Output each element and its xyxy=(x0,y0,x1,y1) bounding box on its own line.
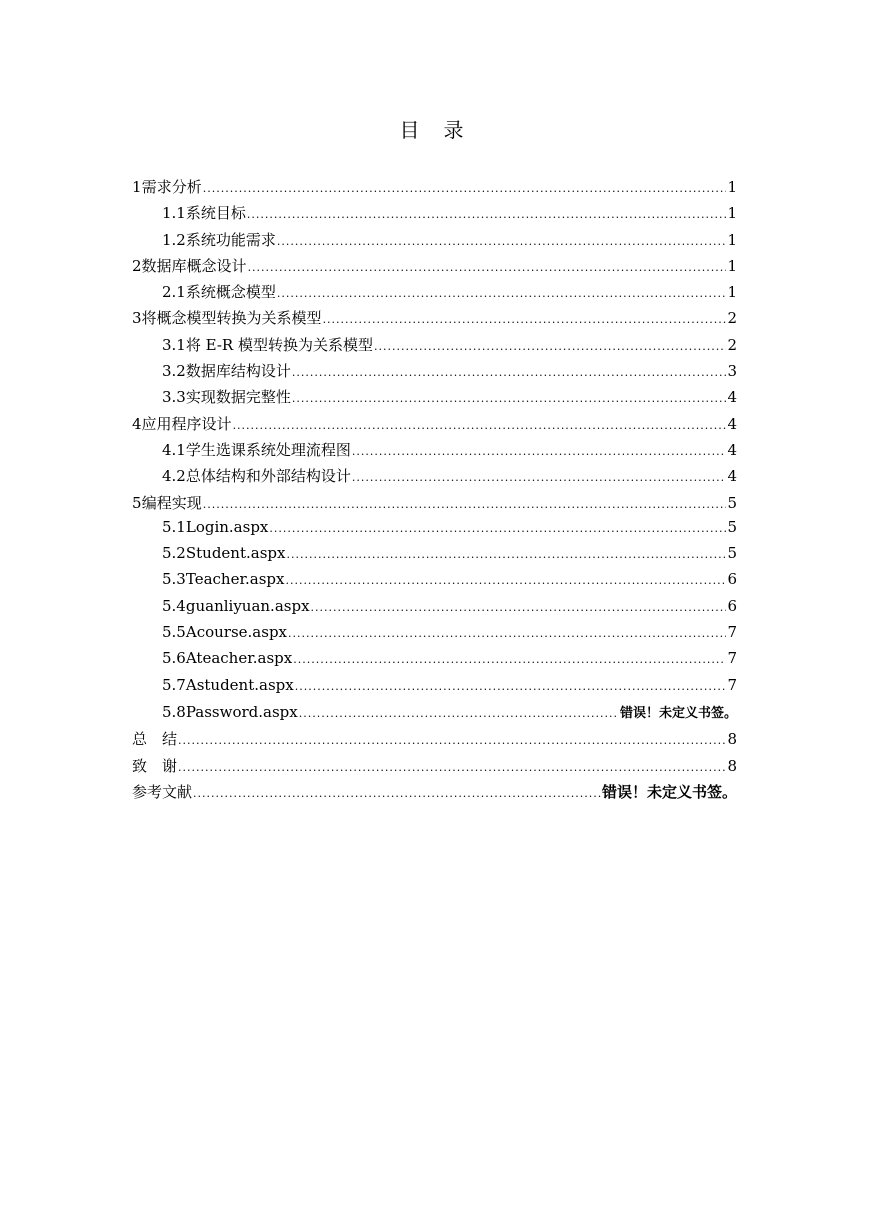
toc-entry-label: Ateacher.aspx xyxy=(185,649,293,668)
toc-entry[interactable] xyxy=(132,544,737,570)
toc-entry[interactable] xyxy=(132,702,737,728)
toc-entry-label: 需求分析 xyxy=(141,178,202,196)
toc-entry-number: 3 xyxy=(132,309,142,328)
toc-leader-dots xyxy=(178,761,726,774)
toc-entry-page: 1 xyxy=(727,230,737,249)
toc-entry[interactable] xyxy=(132,255,737,281)
toc-entry-page: 7 xyxy=(727,623,737,642)
toc-entry-number: 5.2 xyxy=(162,544,186,563)
toc-entry-page: 5 xyxy=(727,544,737,563)
toc-entry-number: 4.1 xyxy=(162,440,186,459)
toc-entry-page: 1 xyxy=(727,204,737,223)
toc-entry-number: 2.1 xyxy=(162,283,186,302)
toc-entry-number: 5.1 xyxy=(162,517,186,536)
toc-entry-label: 将概念模型转换为关系模型 xyxy=(141,309,322,328)
toc-entry-label: 总 结 xyxy=(132,730,178,749)
toc-entry-label: 编程实现 xyxy=(141,493,202,512)
toc-leader-dots xyxy=(269,522,726,535)
toc-entry[interactable] xyxy=(132,307,737,333)
toc-entry-label: 数据库结构设计 xyxy=(185,362,291,381)
toc-entry[interactable] xyxy=(132,597,737,623)
toc-entry-label: 参考文献 xyxy=(132,782,193,801)
toc-entry-page: 3 xyxy=(727,362,737,381)
toc-entry-number: 5.7 xyxy=(162,675,186,694)
toc-entry-label: 总体结构和外部结构设计 xyxy=(185,467,351,486)
toc-leader-dots xyxy=(247,208,727,221)
toc-entry-number: 2 xyxy=(132,256,142,275)
toc-entry[interactable] xyxy=(132,413,737,439)
toc-entry-label: 学生选课系统处理流程图 xyxy=(185,440,351,459)
toc-title-part-1: 目 xyxy=(399,118,426,142)
toc-leader-dots xyxy=(203,498,727,511)
toc-entry-number: 5.6 xyxy=(162,649,186,668)
toc-leader-dots xyxy=(352,445,727,458)
toc-entry-number: 3.3 xyxy=(162,388,186,407)
toc-entry[interactable] xyxy=(132,465,737,491)
toc-leader-dots xyxy=(295,680,727,693)
toc-leader-dots xyxy=(248,261,727,274)
toc-leader-dots xyxy=(203,182,727,195)
toc-leader-dots xyxy=(292,392,727,405)
toc-leader-dots xyxy=(292,366,727,379)
toc-entry-page: 1 xyxy=(727,256,737,275)
toc-entry-number: 1.1 xyxy=(162,204,186,223)
toc-entry-number: 1 xyxy=(132,178,142,196)
toc-entry-label: Teacher.aspx xyxy=(185,570,285,589)
toc-entry-label: 将 E-R 模型转换为关系模型 xyxy=(185,335,373,354)
toc-entry-number: 4.2 xyxy=(162,467,186,486)
toc-entry[interactable] xyxy=(132,202,737,228)
toc-entry[interactable] xyxy=(132,676,737,702)
toc-entry-label: 系统目标 xyxy=(185,204,246,223)
toc-entry-page: 4 xyxy=(727,414,737,433)
toc-entry[interactable] xyxy=(132,176,737,202)
toc-leader-dots xyxy=(277,235,727,248)
toc-entry-label: Student.aspx xyxy=(185,544,286,563)
toc-entry-error: 错误！未定义书签。 xyxy=(601,782,737,801)
toc-entry[interactable] xyxy=(132,334,737,360)
toc-entry[interactable] xyxy=(132,229,737,255)
toc-leader-dots xyxy=(352,471,727,484)
toc-leader-dots xyxy=(178,734,726,747)
toc-leader-dots xyxy=(311,601,727,614)
toc-entry-number: 5 xyxy=(132,493,142,512)
toc-leader-dots xyxy=(277,287,727,300)
toc-entry-number: 5.5 xyxy=(162,623,186,642)
toc-leader-dots xyxy=(288,627,726,640)
toc-entry-page: 5 xyxy=(727,517,737,536)
toc-entry-page: 8 xyxy=(727,730,737,749)
toc-entry-label: Password.aspx xyxy=(185,702,298,721)
toc-entry[interactable] xyxy=(132,755,737,781)
toc-entry-label: Acourse.aspx xyxy=(185,623,287,642)
toc-entry-page: 4 xyxy=(727,467,737,486)
toc-entry[interactable] xyxy=(132,386,737,412)
toc-entry-page: 1 xyxy=(727,283,737,302)
toc-entry-page: 5 xyxy=(727,493,737,512)
toc-entry-page: 4 xyxy=(727,440,737,459)
toc-entry-label: Login.aspx xyxy=(185,517,269,536)
toc-entry-page: 4 xyxy=(727,388,737,407)
toc-entry-number: 5.4 xyxy=(162,596,186,615)
toc-entry-page: 6 xyxy=(727,596,737,615)
toc-entry-label: Astudent.aspx xyxy=(185,675,294,694)
toc-entry-page: 6 xyxy=(727,570,737,589)
toc-leader-dots xyxy=(286,548,726,561)
toc-entry-page: 2 xyxy=(727,335,737,354)
toc-entry[interactable] xyxy=(132,570,737,596)
toc-entry[interactable] xyxy=(132,728,737,754)
toc-entry[interactable] xyxy=(132,518,737,544)
table-of-contents xyxy=(132,176,737,807)
toc-title xyxy=(0,114,869,143)
toc-entry-label: guanliyuan.aspx xyxy=(185,596,310,615)
toc-entry-label: 系统功能需求 xyxy=(185,230,276,249)
toc-leader-dots xyxy=(193,787,601,800)
toc-entry-label: 实现数据完整性 xyxy=(185,388,291,407)
toc-leader-dots xyxy=(323,313,727,326)
toc-entry[interactable] xyxy=(132,492,737,518)
toc-entry-number: 4 xyxy=(132,414,142,433)
toc-entry[interactable] xyxy=(132,439,737,465)
toc-entry-page: 2 xyxy=(727,309,737,328)
toc-entry[interactable] xyxy=(132,781,737,807)
toc-entry-page: 8 xyxy=(727,756,737,775)
toc-entry-number: 3.1 xyxy=(162,335,186,354)
toc-entry-label: 系统概念模型 xyxy=(185,283,276,302)
toc-entry-number: 5.8 xyxy=(162,702,186,721)
toc-entry[interactable] xyxy=(132,623,737,649)
toc-leader-dots xyxy=(293,653,726,666)
toc-entry-label: 应用程序设计 xyxy=(141,414,232,433)
toc-entry-number: 1.2 xyxy=(162,230,186,249)
toc-entry[interactable] xyxy=(132,649,737,675)
toc-entry-error: 错误！未定义书签。 xyxy=(619,705,737,721)
toc-entry-page: 1 xyxy=(727,178,737,196)
toc-entry[interactable] xyxy=(132,281,737,307)
toc-title-part-2: 录 xyxy=(443,118,470,142)
toc-entry[interactable] xyxy=(132,360,737,386)
toc-leader-dots xyxy=(299,707,619,720)
toc-entry-page: 7 xyxy=(727,675,737,694)
toc-entry-number: 5.3 xyxy=(162,570,186,589)
toc-entry-label: 致 谢 xyxy=(132,756,178,775)
toc-leader-dots xyxy=(233,419,727,432)
toc-leader-dots xyxy=(374,340,726,353)
toc-entry-page: 7 xyxy=(727,649,737,668)
toc-leader-dots xyxy=(285,574,726,587)
toc-entry-number: 3.2 xyxy=(162,362,186,381)
toc-entry-label: 数据库概念设计 xyxy=(141,256,247,275)
